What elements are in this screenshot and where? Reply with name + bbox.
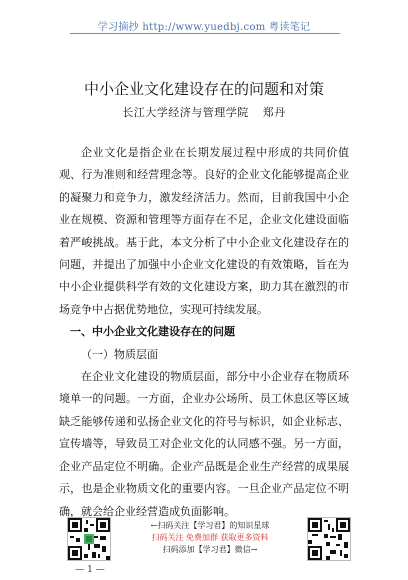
- page-footer: [0, 517, 408, 580]
- promo-text: [120, 520, 300, 556]
- qr-code-icon[interactable]: [67, 517, 111, 561]
- body-paragraph: 在企业文化建设的物质层面，部分中小企业存在物质环境单一的问题。一方面，企业办公场所、员工休息区等区域缺乏能够传递和弘扬企业文化的符号与标识，如企业标志、宣传墙等，导致员工对企业文化的认同感不强。另一方面，企业产品定位不明确。企业产品既是企业生产经营的成果展示，也是企业物质文化的重要内容。一旦企业产品定位不明确，就会给企业经营造成负面影响。: [59, 370, 349, 518]
- author-affiliation: 长江大学经济与管理学院: [122, 106, 249, 119]
- intro-paragraph: 企业文化是指企业在长期发展过程中形成的共同价值观、行为准则和经营理念等。良好的企业文化能够提高企业的凝聚力和竞争力，激发经济活力。然而，目前我国中小企业在规模、资源和管理等方面存在不足，企业文化建设面临着严峻挑战。基于此，本文分析了中小企业文化建设存在的问题，并提出了加强中小企业文化建设的有效策略，旨在为中小企业提供科学有效的文化建设方案，助力其在激烈的市场竞争中占据优势地位，实现可持续发展。: [59, 146, 349, 316]
- page-number: — 1 —: [75, 565, 105, 575]
- section-heading: 一、中小企业文化建设存在的问题: [70, 325, 235, 339]
- header-rule: [70, 33, 340, 34]
- author-name: 郑丹: [262, 106, 286, 119]
- page-header: 学习摘抄 http://www.yuedbj.com 粤读笔记: [97, 22, 311, 33]
- promo-line-2: 扫码关注 免费加群 获取更多资料: [151, 533, 269, 542]
- promo-line-1: ←扫码关注【学习君】的知识星球: [150, 521, 270, 530]
- subsection-heading: （一）物质层面: [81, 347, 158, 361]
- wechat-qr-code-icon[interactable]: [307, 517, 351, 561]
- article-title: 中小企业文化建设存在的问题和对策: [83, 80, 324, 98]
- author-line: [0, 104, 408, 120]
- article-body: [59, 142, 349, 523]
- promo-line-3: 扫码添加【学习君】微信→: [162, 545, 258, 554]
